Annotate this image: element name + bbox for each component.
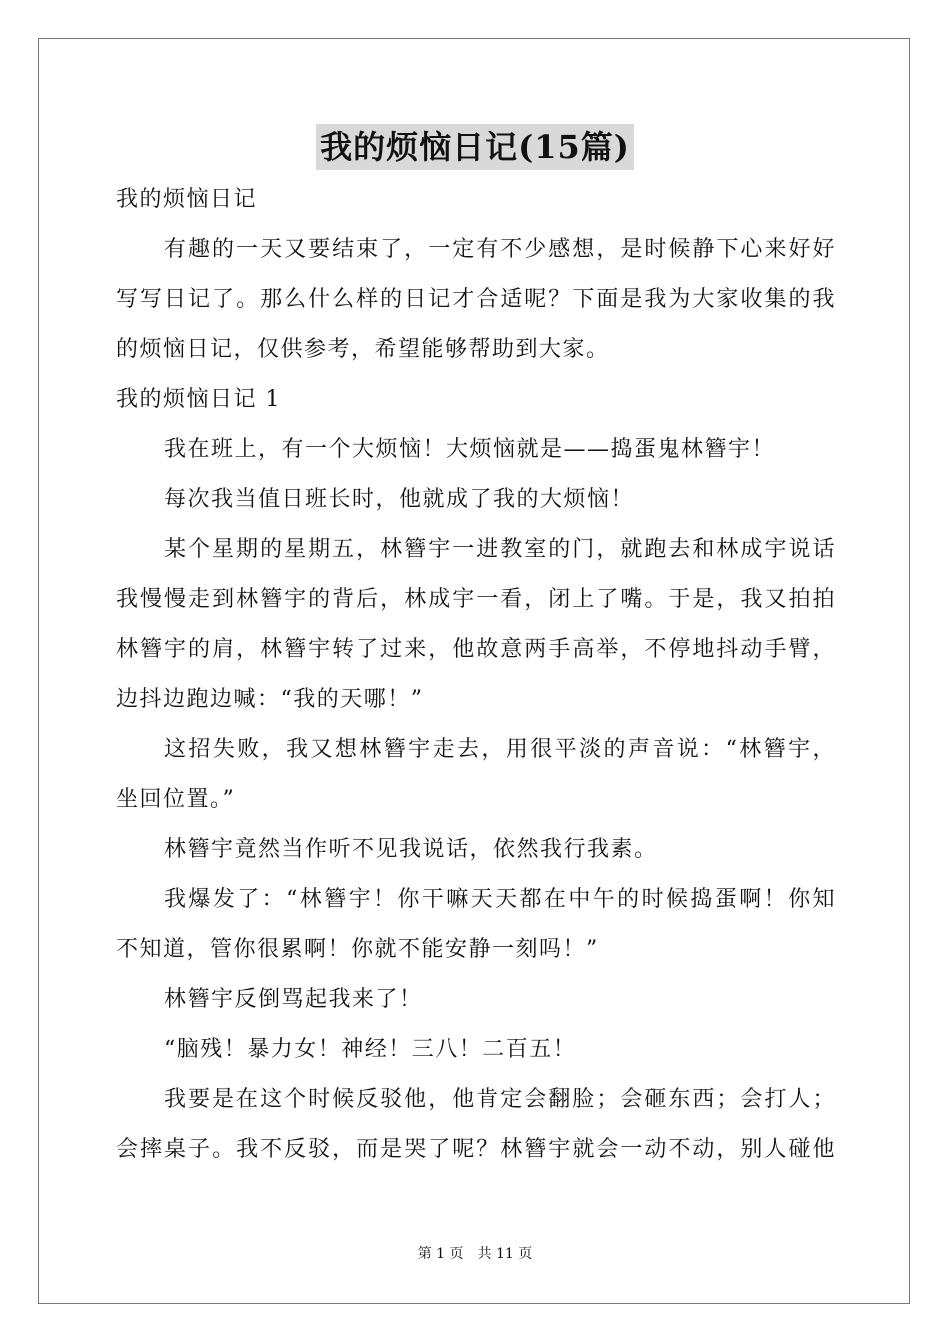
page-footer: 第 1 页 共 11 页: [417, 1246, 533, 1262]
text-line: 林簪宇的肩，林簪宇转了过来，他故意两手高举，不停地抖动手臂，: [116, 637, 836, 662]
text-line: 我要是在这个时候反驳他，他肯定会翻脸；会砸东西；会打人；: [164, 1087, 836, 1112]
text-line: 某个星期的星期五，林簪宇一进教室的门，就跑去和林成宇说话: [164, 537, 836, 562]
text-line: 林簪宇竟然当作听不见我说话，依然我行我素。: [164, 837, 658, 862]
document-title: 我的烦恼日记(15篇): [316, 124, 634, 170]
text-line: 我爆发了：“林簪宇！你干嘛天天都在中午的时候捣蛋啊！你知: [164, 887, 836, 912]
text-line: 林簪宇反倒骂起我来了！: [164, 987, 423, 1012]
title-wrap: [0, 124, 950, 170]
text-line: 边抖边跑边喊：“我的天哪！”: [116, 687, 424, 712]
text-line: 每次我当值日班长时，他就成了我的大烦恼！: [164, 487, 635, 512]
text-line: 我的烦恼日记: [116, 187, 258, 212]
text-line: 不知道，管你很累啊！你就不能安静一刻吗！”: [116, 937, 599, 962]
text-line: 写写日记了。那么什么样的日记才合适呢？下面是我为大家收集的我: [116, 287, 836, 312]
text-line: 的烦恼日记，仅供参考，希望能够帮助到大家。: [116, 337, 610, 362]
text-line: 会摔桌子。我不反驳，而是哭了呢？林簪宇就会一动不动，别人碰他: [116, 1137, 836, 1162]
text-line: 我慢慢走到林簪宇的背后，林成宇一看，闭上了嘴。于是，我又拍拍: [116, 587, 836, 612]
document-body: [116, 175, 836, 1175]
text-line: 我在班上，有一个大烦恼！大烦恼就是——捣蛋鬼林簪宇！: [164, 437, 776, 462]
text-line: 我的烦恼日记 1: [116, 387, 281, 412]
text-line: 有趣的一天又要结束了，一定有不少感想，是时候静下心来好好: [164, 237, 836, 262]
text-line: 坐回位置。”: [116, 787, 236, 812]
text-line: 这招失败，我又想林簪宇走去，用很平淡的声音说：“林簪宇，: [164, 737, 836, 762]
text-line: “脑残！暴力女！神经！三八！二百五！: [164, 1037, 577, 1062]
